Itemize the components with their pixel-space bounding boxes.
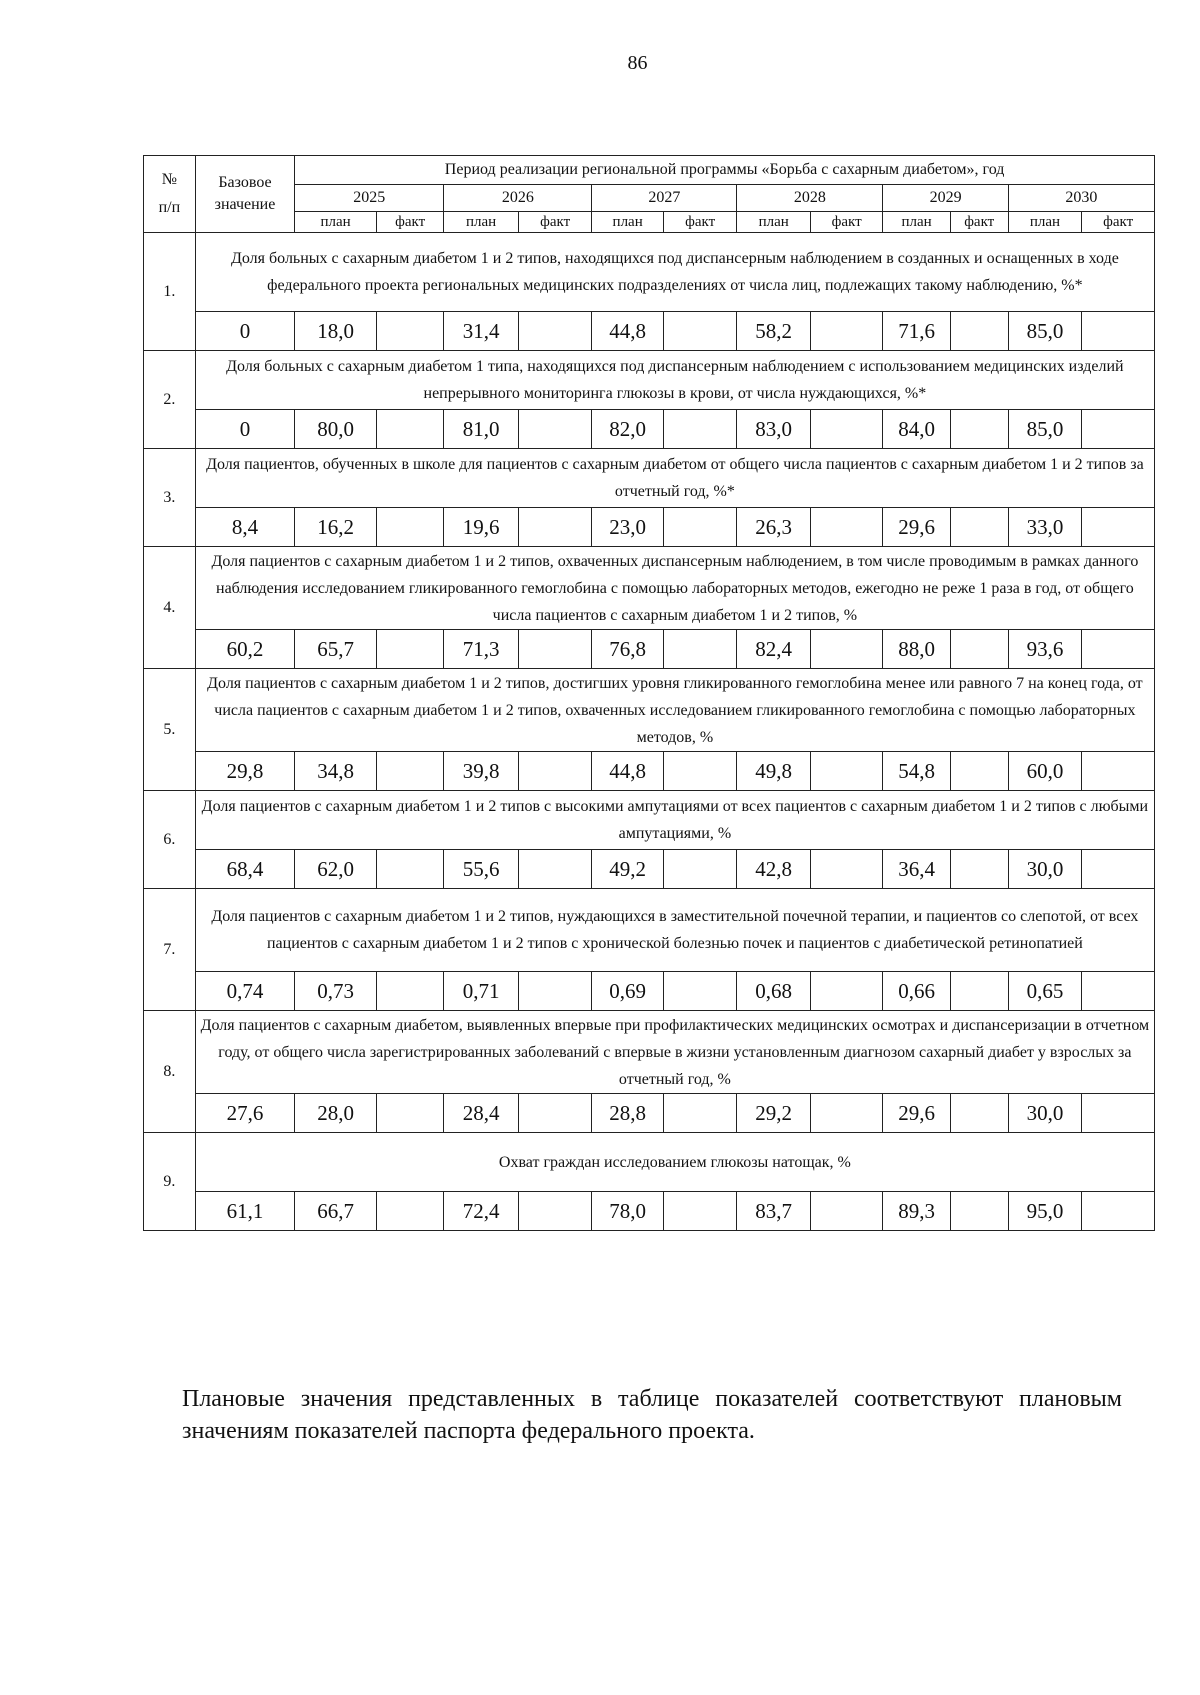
base-value: 0,74 <box>195 972 294 1011</box>
fact-value-empty <box>377 850 444 889</box>
fact-value-empty <box>1082 508 1155 547</box>
plan-value-2028: 82,4 <box>737 630 811 669</box>
fact-value-empty <box>950 1094 1008 1133</box>
plan-value-2029: 54,8 <box>883 752 950 791</box>
fact-value-empty <box>950 752 1008 791</box>
plan-value-2029: 36,4 <box>883 850 950 889</box>
indicator-description: Доля больных с сахарным диабетом 1 типа, находящихся под диспансерным наблюдением с использованием медицинских изделий непрерывного мониторинга глюкозы в крови, от числа нуждающихся, %* <box>195 351 1154 410</box>
header-plan-label: план <box>295 212 377 233</box>
fact-value-empty <box>810 850 882 889</box>
plan-value-2027: 44,8 <box>592 312 663 351</box>
header-year-2: 2027 <box>592 185 737 212</box>
fact-value-empty <box>950 410 1008 449</box>
table-row <box>144 791 1155 850</box>
base-value: 68,4 <box>195 850 294 889</box>
header-year-3: 2028 <box>737 185 883 212</box>
fact-value-empty <box>663 850 737 889</box>
plan-value-2026: 39,8 <box>444 752 519 791</box>
table-row <box>144 1133 1155 1192</box>
fact-value-empty <box>377 508 444 547</box>
plan-value-2028: 83,0 <box>737 410 811 449</box>
plan-value-2030: 30,0 <box>1008 1094 1082 1133</box>
plan-value-2025: 66,7 <box>295 1192 377 1231</box>
header-year-4: 2029 <box>883 185 1008 212</box>
table-row <box>144 547 1155 630</box>
plan-value-2026: 55,6 <box>444 850 519 889</box>
fact-value-empty <box>663 312 737 351</box>
fact-value-empty <box>1082 410 1155 449</box>
header-plan-label: план <box>444 212 519 233</box>
table-row <box>144 351 1155 410</box>
plan-value-2025: 62,0 <box>295 850 377 889</box>
plan-value-2029: 84,0 <box>883 410 950 449</box>
footer-note: Плановые значения представленных в таблице показателей соответствуют плановым значениям показателей паспорта федерального проекта. <box>182 1386 1122 1444</box>
plan-value-2027: 0,69 <box>592 972 663 1011</box>
header-fact-label: факт <box>518 212 592 233</box>
indicator-description: Доля пациентов с сахарным диабетом 1 и 2 типов, охваченных диспансерным наблюдением, в том числе проводимым в рамках данного наблюдения исследованием гликированного гемоглобина с помощью лабораторных методов, ежегодно не реже 1 раза в год, от общего числа пациентов с сахарным диабетом 1 и 2 типов, % <box>195 547 1154 630</box>
fact-value-empty <box>663 410 737 449</box>
fact-value-empty <box>377 1094 444 1133</box>
table-values-row <box>144 508 1155 547</box>
fact-value-empty <box>663 1192 737 1231</box>
row-number: 4. <box>144 547 196 669</box>
fact-value-empty <box>377 972 444 1011</box>
indicator-description: Охват граждан исследованием глюкозы натощак, % <box>195 1133 1154 1192</box>
fact-value-empty <box>518 630 592 669</box>
plan-value-2028: 83,7 <box>737 1192 811 1231</box>
indicator-description: Доля пациентов с сахарным диабетом 1 и 2 типов с высокими ампутациями от всех пациентов с сахарным диабетом 1 и 2 типов с любыми ампутациями, % <box>195 791 1154 850</box>
header-plan-label: план <box>883 212 950 233</box>
fact-value-empty <box>1082 752 1155 791</box>
header-base-label: Базовое <box>218 174 272 191</box>
plan-value-2030: 85,0 <box>1008 410 1082 449</box>
plan-value-2027: 76,8 <box>592 630 663 669</box>
fact-value-empty <box>518 1094 592 1133</box>
fact-value-empty <box>810 630 882 669</box>
header-plan-label: план <box>592 212 663 233</box>
fact-value-empty <box>518 410 592 449</box>
row-number: 9. <box>144 1133 196 1231</box>
plan-value-2030: 0,65 <box>1008 972 1082 1011</box>
header-fact-label: факт <box>810 212 882 233</box>
plan-value-2028: 26,3 <box>737 508 811 547</box>
header-fact-label: факт <box>950 212 1008 233</box>
plan-value-2025: 28,0 <box>295 1094 377 1133</box>
table-values-row <box>144 410 1155 449</box>
fact-value-empty <box>1082 312 1155 351</box>
plan-value-2028: 42,8 <box>737 850 811 889</box>
table-row <box>144 889 1155 972</box>
plan-value-2030: 95,0 <box>1008 1192 1082 1231</box>
table-values-row <box>144 630 1155 669</box>
base-value: 8,4 <box>195 508 294 547</box>
table-values-row <box>144 972 1155 1011</box>
header-fact-label: факт <box>1082 212 1155 233</box>
fact-value-empty <box>950 630 1008 669</box>
plan-value-2026: 0,71 <box>444 972 519 1011</box>
fact-value-empty <box>950 508 1008 547</box>
indicator-description: Доля пациентов с сахарным диабетом 1 и 2 типов, нуждающихся в заместительной почечной терапии, и пациентов со слепотой, от всех пациентов с сахарным диабетом 1 и 2 типов с хронической болезнью почек и пациентов с диабетической ретинопатией <box>195 889 1154 972</box>
table-row <box>144 669 1155 752</box>
fact-value-empty <box>810 1192 882 1231</box>
header-base-sublabel: значение <box>214 196 276 213</box>
table-values-row <box>144 850 1155 889</box>
base-value: 29,8 <box>195 752 294 791</box>
plan-value-2027: 49,2 <box>592 850 663 889</box>
base-value: 27,6 <box>195 1094 294 1133</box>
base-value: 60,2 <box>195 630 294 669</box>
fact-value-empty <box>810 508 882 547</box>
plan-value-2030: 93,6 <box>1008 630 1082 669</box>
fact-value-empty <box>1082 1192 1155 1231</box>
fact-value-empty <box>810 312 882 351</box>
fact-value-empty <box>518 972 592 1011</box>
fact-value-empty <box>377 630 444 669</box>
indicator-description: Доля пациентов с сахарным диабетом, выявленных впервые при профилактических медицинских осмотрах и диспансеризации в отчетном году, от общего числа зарегистрированных заболеваний с впервые в жизни установленным диагнозом сахарный диабет у взрослых за отчетный год, % <box>195 1011 1154 1094</box>
fact-value-empty <box>377 1192 444 1231</box>
base-value: 61,1 <box>195 1192 294 1231</box>
fact-value-empty <box>377 410 444 449</box>
fact-value-empty <box>1082 1094 1155 1133</box>
plan-value-2027: 23,0 <box>592 508 663 547</box>
fact-value-empty <box>810 972 882 1011</box>
header-row-years <box>144 185 1155 212</box>
plan-value-2027: 44,8 <box>592 752 663 791</box>
header-row-plan-fact <box>144 212 1155 233</box>
plan-value-2030: 30,0 <box>1008 850 1082 889</box>
plan-value-2028: 0,68 <box>737 972 811 1011</box>
table-row <box>144 1011 1155 1094</box>
table-values-row <box>144 752 1155 791</box>
fact-value-empty <box>518 508 592 547</box>
plan-value-2027: 82,0 <box>592 410 663 449</box>
plan-value-2026: 19,6 <box>444 508 519 547</box>
fact-value-empty <box>377 312 444 351</box>
fact-value-empty <box>518 850 592 889</box>
row-number: 1. <box>144 233 196 351</box>
plan-value-2030: 60,0 <box>1008 752 1082 791</box>
plan-value-2026: 81,0 <box>444 410 519 449</box>
plan-value-2028: 29,2 <box>737 1094 811 1133</box>
table-values-row <box>144 1094 1155 1133</box>
row-number: 2. <box>144 351 196 449</box>
indicators-table <box>143 155 1155 1231</box>
fact-value-empty <box>810 410 882 449</box>
plan-value-2025: 16,2 <box>295 508 377 547</box>
plan-value-2029: 0,66 <box>883 972 950 1011</box>
fact-value-empty <box>810 752 882 791</box>
fact-value-empty <box>950 312 1008 351</box>
header-num-label: № <box>161 171 178 188</box>
indicator-description: Доля больных с сахарным диабетом 1 и 2 типов, находящихся под диспансерным наблюдением в созданных и оснащенных в ходе федерального проекта региональных медицинских подразделениях от числа лиц, подлежащих такому наблюдению, %* <box>195 233 1154 312</box>
base-value: 0 <box>195 410 294 449</box>
plan-value-2030: 85,0 <box>1008 312 1082 351</box>
header-period-title: Период реализации региональной программы «Борьба с сахарным диабетом», год <box>295 156 1155 185</box>
plan-value-2029: 71,6 <box>883 312 950 351</box>
plan-value-2027: 28,8 <box>592 1094 663 1133</box>
plan-value-2030: 33,0 <box>1008 508 1082 547</box>
row-number: 5. <box>144 669 196 791</box>
plan-value-2025: 0,73 <box>295 972 377 1011</box>
plan-value-2028: 49,8 <box>737 752 811 791</box>
fact-value-empty <box>663 752 737 791</box>
table-values-row <box>144 1192 1155 1231</box>
row-number: 7. <box>144 889 196 1011</box>
fact-value-empty <box>810 1094 882 1133</box>
plan-value-2029: 29,6 <box>883 1094 950 1133</box>
plan-value-2026: 31,4 <box>444 312 519 351</box>
table-row <box>144 233 1155 312</box>
row-number: 8. <box>144 1011 196 1133</box>
header-year-0: 2025 <box>295 185 444 212</box>
plan-value-2026: 72,4 <box>444 1192 519 1231</box>
header-plan-label: план <box>1008 212 1082 233</box>
header-year-5: 2030 <box>1008 185 1154 212</box>
indicator-description: Доля пациентов, обученных в школе для пациентов с сахарным диабетом от общего числа пациентов с сахарным диабетом 1 и 2 типов за отчетный год, %* <box>195 449 1154 508</box>
fact-value-empty <box>663 630 737 669</box>
header-base-cell <box>195 156 294 233</box>
plan-value-2029: 29,6 <box>883 508 950 547</box>
fact-value-empty <box>950 850 1008 889</box>
plan-value-2025: 80,0 <box>295 410 377 449</box>
page-number: 86 <box>627 52 648 74</box>
base-value: 0 <box>195 312 294 351</box>
header-plan-label: план <box>737 212 811 233</box>
fact-value-empty <box>1082 630 1155 669</box>
fact-value-empty <box>663 972 737 1011</box>
row-number: 6. <box>144 791 196 889</box>
header-fact-label: факт <box>377 212 444 233</box>
fact-value-empty <box>663 1094 737 1133</box>
indicator-description: Доля пациентов с сахарным диабетом 1 и 2 типов, достигших уровня гликированного гемоглобина менее или равного 7 на конец года, от числа пациентов с сахарным диабетом 1 и 2 типов, охваченных исследованием гликированного гемоглобина с помощью лабораторных методов, % <box>195 669 1154 752</box>
row-number: 3. <box>144 449 196 547</box>
header-year-1: 2026 <box>444 185 592 212</box>
plan-value-2026: 71,3 <box>444 630 519 669</box>
fact-value-empty <box>518 1192 592 1231</box>
plan-value-2028: 58,2 <box>737 312 811 351</box>
fact-value-empty <box>518 312 592 351</box>
plan-value-2029: 89,3 <box>883 1192 950 1231</box>
fact-value-empty <box>518 752 592 791</box>
header-row-period <box>144 156 1155 185</box>
fact-value-empty <box>950 1192 1008 1231</box>
plan-value-2026: 28,4 <box>444 1094 519 1133</box>
table-row <box>144 449 1155 508</box>
plan-value-2029: 88,0 <box>883 630 950 669</box>
plan-value-2025: 65,7 <box>295 630 377 669</box>
header-fact-label: факт <box>663 212 737 233</box>
header-num-sublabel: п/п <box>158 199 181 216</box>
fact-value-empty <box>377 752 444 791</box>
fact-value-empty <box>950 972 1008 1011</box>
plan-value-2025: 34,8 <box>295 752 377 791</box>
fact-value-empty <box>1082 850 1155 889</box>
header-num-cell <box>144 156 196 233</box>
plan-value-2027: 78,0 <box>592 1192 663 1231</box>
fact-value-empty <box>663 508 737 547</box>
fact-value-empty <box>1082 972 1155 1011</box>
plan-value-2025: 18,0 <box>295 312 377 351</box>
table-values-row <box>144 312 1155 351</box>
